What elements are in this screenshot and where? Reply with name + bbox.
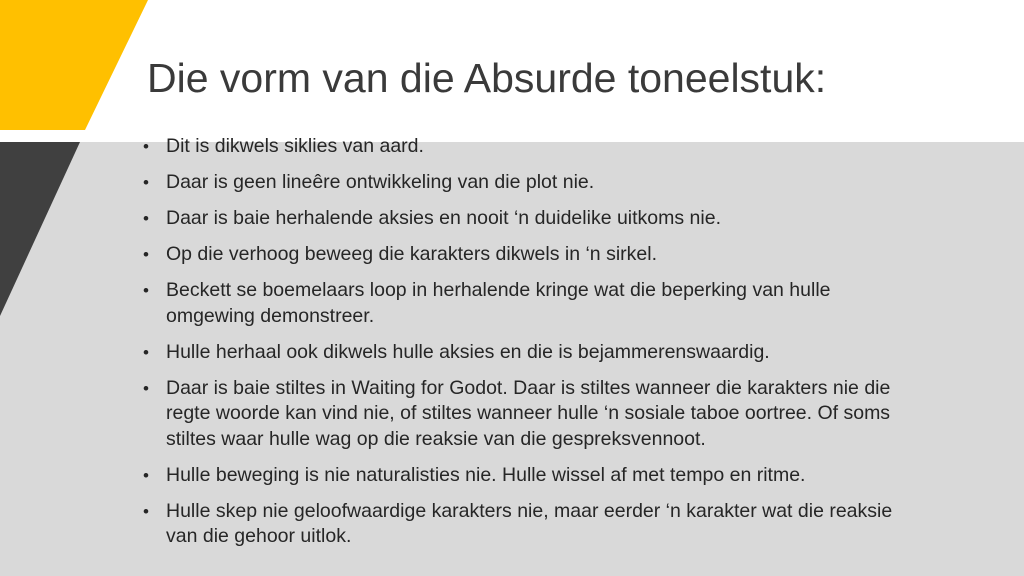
bullet-dot-icon: • bbox=[143, 465, 149, 485]
bullet-dot-icon: • bbox=[143, 342, 149, 362]
bullet-text: Dit is dikwels siklies van aard. bbox=[166, 135, 424, 157]
bullet-list bbox=[0, 134, 1024, 560]
bullet-dot-icon: • bbox=[143, 173, 149, 192]
bullet-text: Beckett se boemelaars loop in herhalende kringe wat die beperking van hulle omgewing demonstreer. bbox=[166, 279, 831, 327]
bullet-dot-icon: • bbox=[143, 501, 149, 521]
yellow-accent-shape bbox=[0, 0, 148, 130]
bullet-text: Hulle skep nie geloofwaardige karakters nie, maar eerder ‘n karakter wat die reaksie van die gehoor uitlok. bbox=[166, 499, 893, 547]
slide-title: Die vorm van die Absurde toneelstuk: bbox=[147, 55, 827, 101]
bullet-text: Hulle herhaal ook dikwels hulle aksies en die is bejammerenswaardig. bbox=[166, 340, 770, 363]
bullet-dot-icon: • bbox=[143, 378, 149, 398]
bullet-dot-icon: • bbox=[143, 281, 149, 300]
bullet-text: Op die verhoog beweeg die karakters dikwels in ‘n sirkel. bbox=[166, 243, 657, 265]
bullet-text: Daar is geen lineêre ontwikkeling van die plot nie. bbox=[166, 171, 595, 193]
bullet-item bbox=[0, 134, 1024, 160]
bullet-text: Daar is baie herhalende aksies en nooit ‘n duidelike uitkoms nie. bbox=[166, 207, 721, 229]
bullet-item bbox=[0, 278, 1024, 329]
bullet-text: Daar is baie stiltes in Waiting for Godot. Daar is stiltes wanneer die karakters nie die regte woorde kan vind nie, of stiltes wanneer hulle ‘n sosiale taboe oortree. Of soms stiltes waar hulle wag op die reaksie van die gespreksvennoot. bbox=[166, 376, 891, 450]
bullet-dot-icon: • bbox=[143, 245, 149, 264]
bullet-item bbox=[0, 242, 1024, 268]
bullet-dot-icon: • bbox=[143, 209, 149, 228]
bullet-text: Hulle beweging is nie naturalisties nie. Hulle wissel af met tempo en ritme. bbox=[166, 463, 806, 486]
bullet-item bbox=[0, 340, 1024, 366]
bullet-item bbox=[0, 206, 1024, 232]
bullet-item bbox=[0, 170, 1024, 196]
bullet-item bbox=[0, 463, 1024, 489]
bullet-dot-icon: • bbox=[143, 137, 149, 156]
bullet-item bbox=[0, 499, 1024, 550]
bullet-item bbox=[0, 376, 1024, 453]
